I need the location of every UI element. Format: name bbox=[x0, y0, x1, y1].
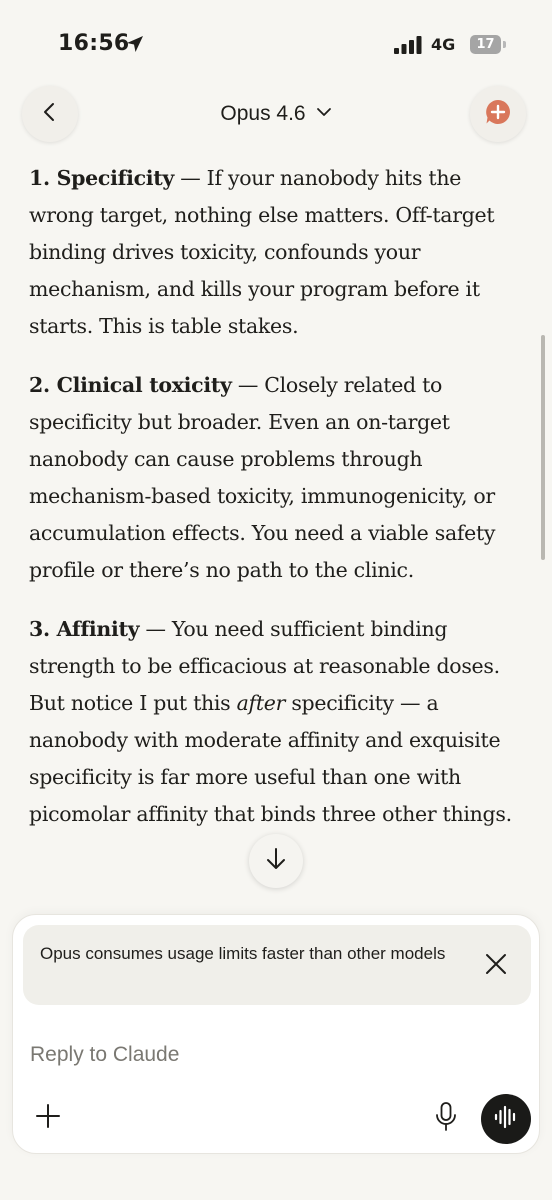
chat-header bbox=[0, 86, 552, 146]
status-bar bbox=[0, 0, 552, 90]
paragraph-heading: 2. Clinical toxicity bbox=[29, 373, 232, 397]
network-type: 4G bbox=[431, 35, 456, 54]
composer bbox=[12, 914, 540, 1154]
usage-banner bbox=[23, 925, 531, 1005]
paragraph-body: — If your nanobody hits the wrong target, nothing else matters. Off-target binding drives toxicity, confounds your mechanism, and kills your program before it starts. This is table stakes. bbox=[29, 166, 495, 338]
banner-text: Opus consumes usage limits faster than other models bbox=[40, 944, 446, 963]
voice-mode-button[interactable] bbox=[481, 1094, 531, 1144]
assistant-message bbox=[29, 160, 529, 855]
paragraph-body: — Closely related to specificity but broader. Even an on-target nanobody can cause problems through mechanism-based toxicity, immunogenicity, or accumulation effects. You need a viable safety profile or there’s no path to the clinic. bbox=[29, 373, 496, 582]
close-icon bbox=[485, 953, 507, 980]
new-chat-icon bbox=[484, 98, 512, 131]
message-paragraph bbox=[29, 160, 529, 345]
attach-button[interactable] bbox=[33, 1103, 63, 1133]
scroll-down-button[interactable] bbox=[249, 834, 303, 888]
voice-waveform-icon bbox=[493, 1104, 519, 1135]
microphone-button[interactable] bbox=[431, 1102, 461, 1136]
paragraph-heading: 1. Specificity bbox=[29, 166, 175, 190]
bottom-safe-area bbox=[0, 1160, 552, 1200]
status-time: 16:56 bbox=[58, 31, 130, 56]
paragraph-body: — You need sufficient binding strength to be efficacious at reasonable doses. But notice I put this bbox=[29, 617, 500, 715]
plus-icon bbox=[35, 1103, 61, 1134]
battery-icon: 17 bbox=[470, 35, 501, 54]
arrow-down-icon bbox=[265, 847, 287, 876]
signal-bars-icon bbox=[394, 36, 424, 59]
paragraph-heading: 3. Affinity bbox=[29, 617, 140, 641]
message-paragraph bbox=[29, 611, 529, 833]
paragraph-emphasis: after bbox=[236, 691, 286, 715]
location-arrow-icon bbox=[126, 35, 144, 58]
model-title: Opus 4.6 bbox=[220, 102, 306, 125]
reply-input[interactable] bbox=[30, 1043, 450, 1067]
paragraph-body: specificity — a nanobody with moderate affinity and exquisite specificity is far more useful than one with picomolar affinity that binds three other things. bbox=[29, 691, 512, 826]
banner-close-button[interactable] bbox=[481, 951, 511, 981]
scroll-indicator[interactable] bbox=[541, 335, 545, 560]
chevron-down-icon bbox=[316, 104, 332, 125]
message-paragraph bbox=[29, 367, 529, 589]
microphone-icon bbox=[435, 1102, 457, 1137]
battery-cap bbox=[503, 41, 506, 48]
new-chat-button[interactable] bbox=[470, 86, 526, 142]
